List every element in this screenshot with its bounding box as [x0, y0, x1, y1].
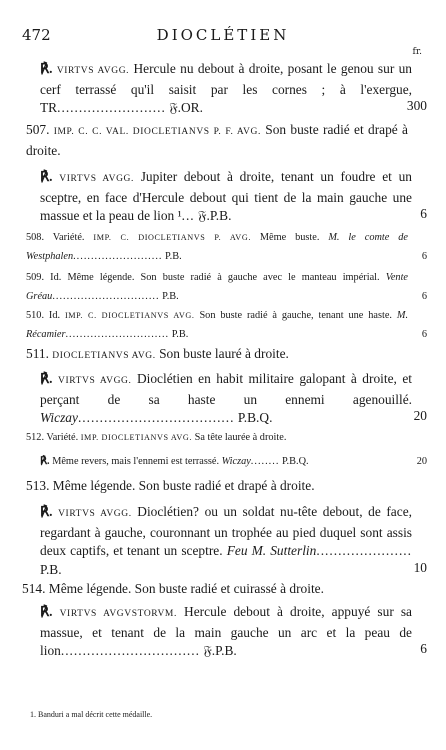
description: Son buste lauré à droite. [159, 346, 289, 361]
entry-number: 507. [26, 122, 50, 137]
entry-number: 511. [26, 346, 49, 361]
description: Hercule debout à droite, appuyé sur sa massue, et tenant de la main gauche un arc et la peau de lion [40, 604, 412, 658]
entry-number: 514. [22, 581, 46, 596]
description: Dioclétien? ou un soldat nu-tête debout, de face, regardant à gauche, couronnant un trophée au pied duquel sont assis deux captifs, et tenant un sceptre. [40, 504, 412, 558]
metal-mark: P.B. [40, 561, 62, 577]
entry-number: 512. [26, 432, 45, 443]
metal-mark: 𝔉.P.B. [203, 643, 237, 658]
collection-source: M. le comte de Westphalen [26, 232, 408, 262]
page-number: 472 [22, 26, 51, 44]
metal-mark: P.B.Q. [237, 410, 273, 425]
legend: IMP. DIOCLETIANVS AVG. [80, 433, 193, 442]
description: Son buste radié à gauche, tenant une haste. [199, 310, 392, 321]
price: 20 [416, 456, 427, 467]
description: Même revers, mais l'ennemi est terrassé. [52, 456, 220, 467]
description: Même légende. Son buste radié à gauche avec le manteau impérial. [67, 272, 380, 283]
leader: ......................... [73, 251, 163, 262]
reverse-symbol: ℟. [40, 371, 53, 386]
entry-number: 510. [26, 310, 45, 321]
reverse-symbol: ℟. [40, 504, 53, 519]
reverse-symbol: ℟. [40, 604, 53, 619]
collection-source: Wiczay [221, 456, 251, 467]
metal-mark: P.B. [171, 329, 189, 340]
description: Sa tête laurée à droite. [194, 432, 287, 443]
leader: ......................... [57, 100, 166, 115]
entry-number: 513. [26, 478, 50, 493]
legend: DIOCLETIANVS AVG. [52, 351, 156, 361]
leader: .............................. [52, 291, 160, 302]
legend: VIRTVS AVGG. [56, 66, 130, 76]
collection-source: Vente Gréau [26, 272, 409, 302]
reverse-symbol: ℟. [40, 169, 53, 184]
leader: ............................. [65, 329, 170, 340]
metal-mark: 𝔉.OR. [169, 100, 203, 115]
leader: ... [181, 208, 195, 223]
legend: IMP. C. C. VAL. DIOCLETIANVS P. F. AVG. [53, 127, 261, 137]
footnote: 1. Banduri a mal décrit cette médaille. [30, 710, 153, 719]
metal-mark: P.B.Q. [281, 456, 309, 467]
reverse-symbol: ℟. [40, 456, 50, 467]
variant-label: Variété. [52, 232, 85, 243]
metal-mark: P.B. [165, 251, 182, 262]
reverse-symbol: ℟. [40, 61, 53, 76]
leader: ................................ [60, 643, 200, 658]
price: 20 [413, 408, 427, 423]
legend: IMP. C. DIOCLETIANVS AVG. [64, 311, 195, 320]
variant-label: Id. [48, 310, 61, 321]
metal-mark: 𝔉.P.B. [198, 208, 232, 223]
collection-source: M. Récamier [26, 310, 409, 340]
description: Son buste radié et drapé à droite. [26, 122, 408, 158]
description: Jupiter debout à droite, tenant un foudre et un sceptre, en face d'Hercule debout qui tient de la main gauche une massue et la peau de lion ¹ [40, 169, 412, 223]
price: 10 [413, 560, 427, 575]
entry-number: 508. [26, 232, 45, 243]
page-title: DIOCLÉTIEN [156, 26, 290, 44]
price: 6 [421, 251, 427, 262]
legend: IMP. C. DIOCLETIANVS P. AVG. [93, 233, 251, 242]
description: Même légende. Son buste radié et cuirassé à droite. [48, 581, 324, 596]
legend: VIRTVS AVGG. [58, 509, 132, 519]
collection-source: Wiczay [40, 410, 78, 425]
metal-mark: P.B. [162, 291, 179, 302]
leader: .................................... [77, 410, 235, 425]
price: 6 [421, 329, 427, 340]
price: 6 [420, 641, 427, 656]
description: Hercule nu debout à droite, posant le genou sur un cerf terrassé qu'il saisit par les cornes ; à l'exergue, TR [40, 61, 412, 115]
leader: ...................... [316, 543, 412, 558]
legend: VIRTVS AVGG. [59, 174, 134, 184]
price: 300 [406, 98, 427, 113]
variant-label: Id. [50, 272, 62, 283]
price: 6 [421, 291, 427, 302]
column-unit: fr. [412, 47, 422, 57]
legend: VIRTVS AVGVSTORVM. [59, 609, 177, 619]
collection-source: Feu M. Sutterlin [226, 543, 317, 558]
entry-number: 509. [26, 272, 45, 283]
description: Même légende. Son buste radié et drapé à droite. [52, 478, 315, 493]
leader: ........ [250, 456, 280, 467]
description: Même buste. [259, 232, 320, 243]
price: 6 [420, 206, 427, 221]
variant-label: Variété. [46, 432, 79, 443]
description: Dioclétien en habit militaire galopant à droite, et perçant de sa haste un ennemi agenouillé. [40, 371, 412, 407]
legend: VIRTVS AVGG. [57, 376, 132, 386]
